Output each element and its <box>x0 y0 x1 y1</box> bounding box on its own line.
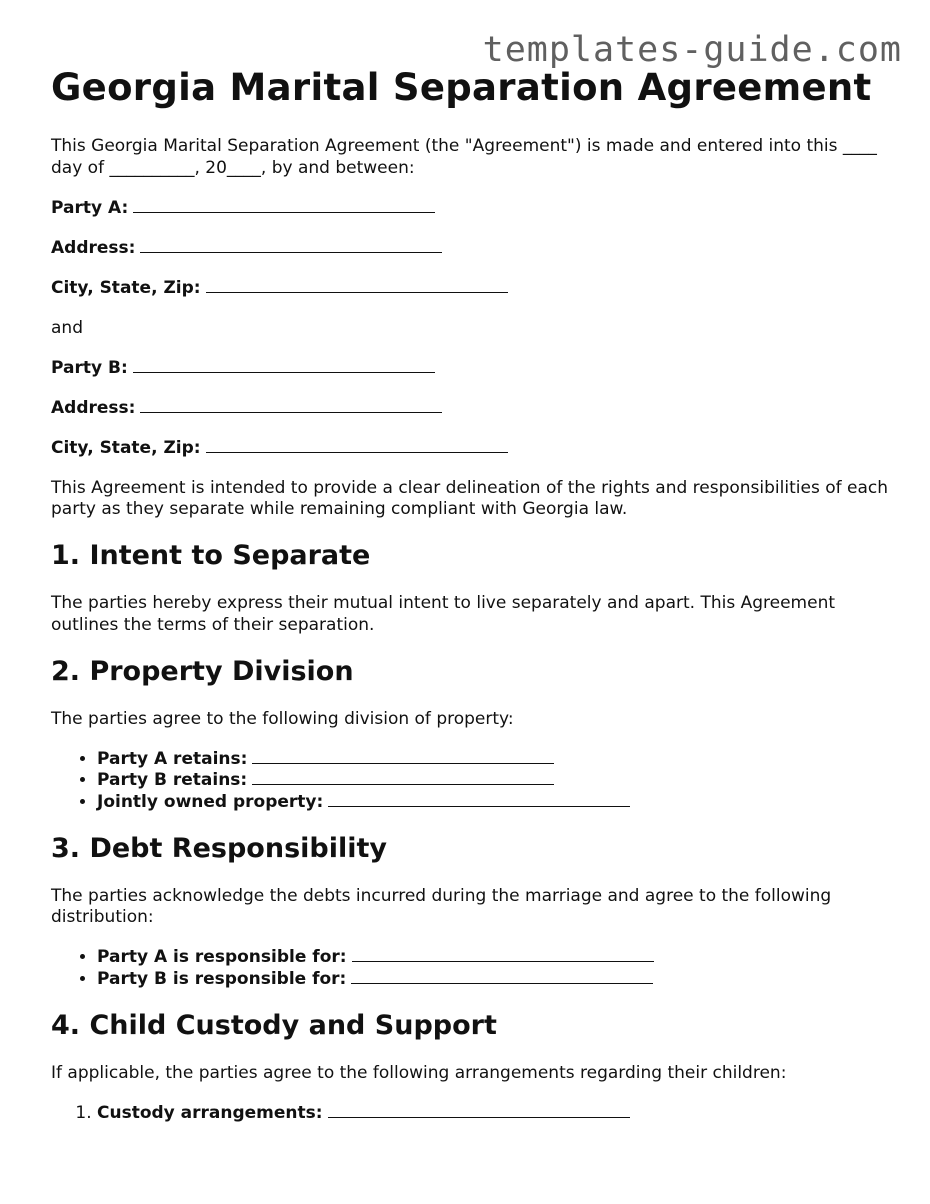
party-b-address-field[interactable] <box>51 398 891 420</box>
section-heading-intent: 1. Intent to Separate <box>51 540 371 571</box>
item-label: Party A retains: <box>97 748 248 769</box>
party-b-name-field[interactable] <box>51 358 891 380</box>
purpose-paragraph: This Agreement is intended to provide a clear delineation of the rights and responsibilities of each party as they separate while remaining compliant with Georgia law. <box>51 477 888 519</box>
debt-list <box>51 947 891 990</box>
section-body-custody: If applicable, the parties agree to the following arrangements regarding their children: <box>51 1062 787 1083</box>
item-label: Party A is responsible for: <box>97 947 347 967</box>
blank-line[interactable] <box>352 947 654 962</box>
section-body-debt: The parties acknowledge the debts incurred during the marriage and agree to the following distribution: <box>51 885 832 927</box>
page-title: Georgia Marital Separation Agreement <box>51 66 872 109</box>
list-item[interactable] <box>97 947 891 969</box>
party-a-name-field[interactable] <box>51 198 891 220</box>
blank-line[interactable] <box>133 198 435 213</box>
field-label: Address: <box>51 237 136 258</box>
blank-line[interactable] <box>140 398 442 413</box>
field-label: Party B: <box>51 357 128 378</box>
blank-line[interactable] <box>351 969 653 984</box>
blank-line[interactable] <box>252 749 554 764</box>
document <box>51 64 891 1143</box>
blank-line[interactable] <box>140 238 442 253</box>
field-label: Party A: <box>51 197 129 218</box>
intro-paragraph: This Georgia Marital Separation Agreement (the "Agreement") is made and entered into this ____ day of __________, 20____, by and between: <box>51 136 877 178</box>
section-body-intent: The parties hereby express their mutual intent to live separately and apart. This Agreement outlines the terms of their separation. <box>51 593 836 635</box>
list-item[interactable] <box>97 770 891 792</box>
blank-line[interactable] <box>206 278 508 293</box>
section-body-property: The parties agree to the following division of property: <box>51 708 514 729</box>
blank-line[interactable] <box>206 438 508 453</box>
list-item[interactable] <box>97 749 891 771</box>
field-label: City, State, Zip: <box>51 277 201 298</box>
section-heading-custody: 4. Child Custody and Support <box>51 1009 497 1041</box>
field-label: City, State, Zip: <box>51 437 201 458</box>
section-heading-debt: 3. Debt Responsibility <box>51 832 387 864</box>
item-label: Custody arrangements: <box>97 1102 323 1123</box>
blank-line[interactable] <box>133 358 435 373</box>
party-b-city-field[interactable] <box>51 438 891 460</box>
item-label: Party B is responsible for: <box>97 968 347 989</box>
section-heading-property: 2. Property Division <box>51 655 354 687</box>
list-item[interactable] <box>97 792 891 814</box>
field-label: Address: <box>51 397 136 418</box>
list-item[interactable] <box>97 1103 891 1125</box>
watermark: templates-guide.com <box>482 30 902 70</box>
and-text: and <box>51 317 83 338</box>
party-a-address-field[interactable] <box>51 238 891 260</box>
blank-line[interactable] <box>328 1103 630 1118</box>
custody-list <box>51 1103 891 1125</box>
item-label: Party B retains: <box>97 770 248 790</box>
blank-line[interactable] <box>252 770 554 785</box>
party-a-city-field[interactable] <box>51 278 891 300</box>
list-item[interactable] <box>97 969 891 991</box>
property-list <box>51 749 891 814</box>
blank-line[interactable] <box>328 792 630 807</box>
item-label: Jointly owned property: <box>97 791 324 812</box>
